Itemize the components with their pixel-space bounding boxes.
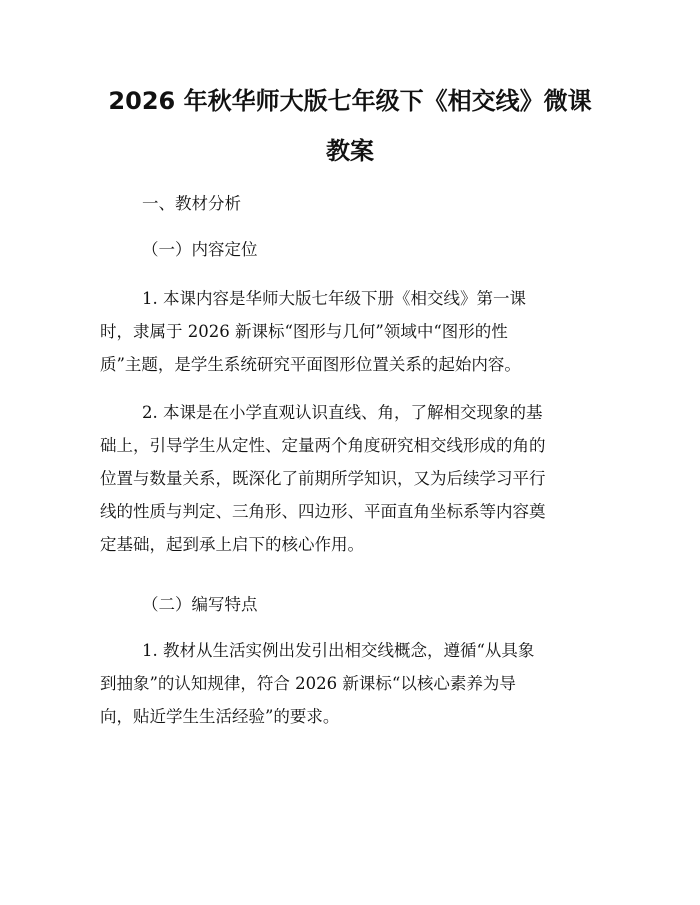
paragraph-content-positioning-1 xyxy=(100,282,600,381)
paragraph-line: 位置与数量关系，既深化了前期所学知识，又为后续学习平行 xyxy=(100,469,546,488)
subsection-heading-content-positioning: （一）内容定位 xyxy=(142,240,258,259)
paragraph-content-positioning-2 xyxy=(100,396,600,561)
paragraph-line: 1. 教材从生活实例出发引出相交线概念，遵循“从具象 xyxy=(142,641,535,660)
paragraph-line: 2. 本课是在小学直观认识直线、角，了解相交现象的基 xyxy=(142,403,543,422)
subsection-heading-writing-features: （二）编写特点 xyxy=(142,595,258,614)
paragraph-line: 向，贴近学生生活经验”的要求。 xyxy=(100,707,340,726)
document-title-line-1: 2026 年秋华师大版七年级下《相交线》微课 xyxy=(108,87,592,115)
document-title-line-2: 教案 xyxy=(326,137,374,165)
paragraph-line: 到抽象”的认知规律，符合 2026 新课标“以核心素养为导 xyxy=(100,674,516,693)
paragraph-line: 础上，引导学生从定性、定量两个角度研究相交线形成的角的 xyxy=(100,436,546,455)
paragraph-writing-features-1 xyxy=(100,634,600,733)
paragraph-line: 时，隶属于 2026 新课标“图形与几何”领域中“图形的性 xyxy=(100,322,508,341)
section-heading-textbook-analysis: 一、教材分析 xyxy=(142,194,241,213)
paragraph-line: 质”主题，是学生系统研究平面图形位置关系的起始内容。 xyxy=(100,355,521,374)
paragraph-line: 1. 本课内容是华师大版七年级下册《相交线》第一课 xyxy=(142,289,526,308)
paragraph-line: 线的性质与判定、三角形、四边形、平面直角坐标系等内容奠 xyxy=(100,502,546,521)
paragraph-line: 定基础，起到承上启下的核心作用。 xyxy=(100,535,364,554)
